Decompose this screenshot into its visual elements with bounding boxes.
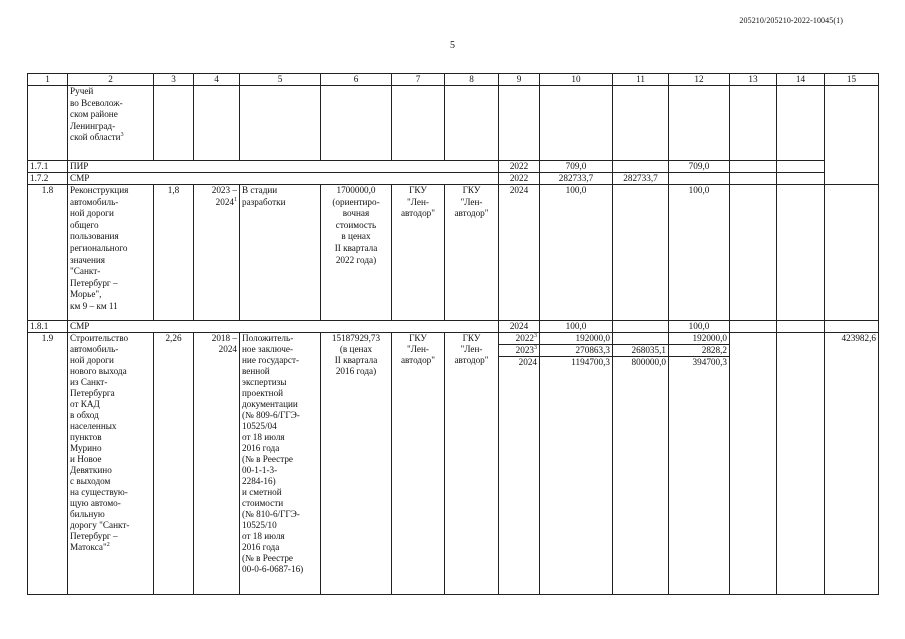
col-header: 9	[499, 74, 540, 86]
col-header: 5	[240, 74, 321, 86]
table-row: 1.9 Строительство автомобиль- ной дороги нового выхода из Санкт- Петербурга от КАД в обход населенных пунктов Мурино и Новое Девяткино с выходом на существую- щую автомо- бильную дорогу "Санкт- Петербург – Матокса"$^2$ 2,26 2018 – 2024 Положитель- ное заключе- ние государст- венной экспертизы проектной документации (№ 809-6/ГГЭ- 10525/04 от 18 июля 2016 года (№ в Реестре 00-1-1-3- 2284-16) и сметной стоимости (№ 810-6/ГГЭ- 10525/10 от 18 июля 2016 года (№ в Реестре 00-0-6-0687-16) 15187929,73 (в ценах II квартала 2016 года) ГКУ "Лен- автодор" ГКУ "Лен- автодор" 2022$^3$ 192000,0 192000,0 423982,6	[28, 333, 879, 345]
column-number-row	[28, 74, 879, 86]
col-header: 15	[825, 74, 879, 86]
page-number: 5	[450, 40, 455, 51]
data-table	[27, 73, 879, 595]
col-header: 14	[777, 74, 825, 86]
table-row: 1.7.2 СМР 2022 282733,7 282733,7	[28, 173, 879, 185]
col-header: 11	[613, 74, 669, 86]
object-name-cell: Ручей во Всеволож- ском районе Ленинград- ской области$^3$	[68, 86, 154, 161]
table-row: 2024 1194700,3 800000,0 394700,3	[28, 357, 879, 595]
col-header: 13	[730, 74, 777, 86]
col-header: 8	[445, 74, 499, 86]
table-row: 2023$^3$ 270863,3 268035,1 2828,2	[28, 345, 879, 357]
col-header: 6	[321, 74, 392, 86]
col-header: 2	[68, 74, 154, 86]
col-header: 1	[28, 74, 68, 86]
table-row: 1.8.1 СМР 2024 100,0 100,0	[28, 321, 879, 333]
col-header: 7	[392, 74, 445, 86]
table-row: 1.7.1 ПИР 2022 709,0 709,0	[28, 161, 879, 173]
table-row: 1.8 Реконструкция автомобиль- ной дороги общего пользования регионального значения "Санкт- Петербург – Морье", км 9 – км 11 1,8 2023 – 2024$^1$ В стадии разработки 1700000,0 (ориентиро- вочная стоимость в ценах II квартала 2022 года) ГКУ "Лен- автодор" ГКУ "Лен- автодор" 2024 100,0 100,0	[28, 185, 879, 321]
col-header: 4	[194, 74, 240, 86]
table-row	[28, 86, 879, 161]
document-id: 205210/205210-2022-10045(1)	[739, 16, 843, 25]
col-header: 3	[154, 74, 194, 86]
col-header: 12	[669, 74, 730, 86]
col-header: 10	[540, 74, 613, 86]
